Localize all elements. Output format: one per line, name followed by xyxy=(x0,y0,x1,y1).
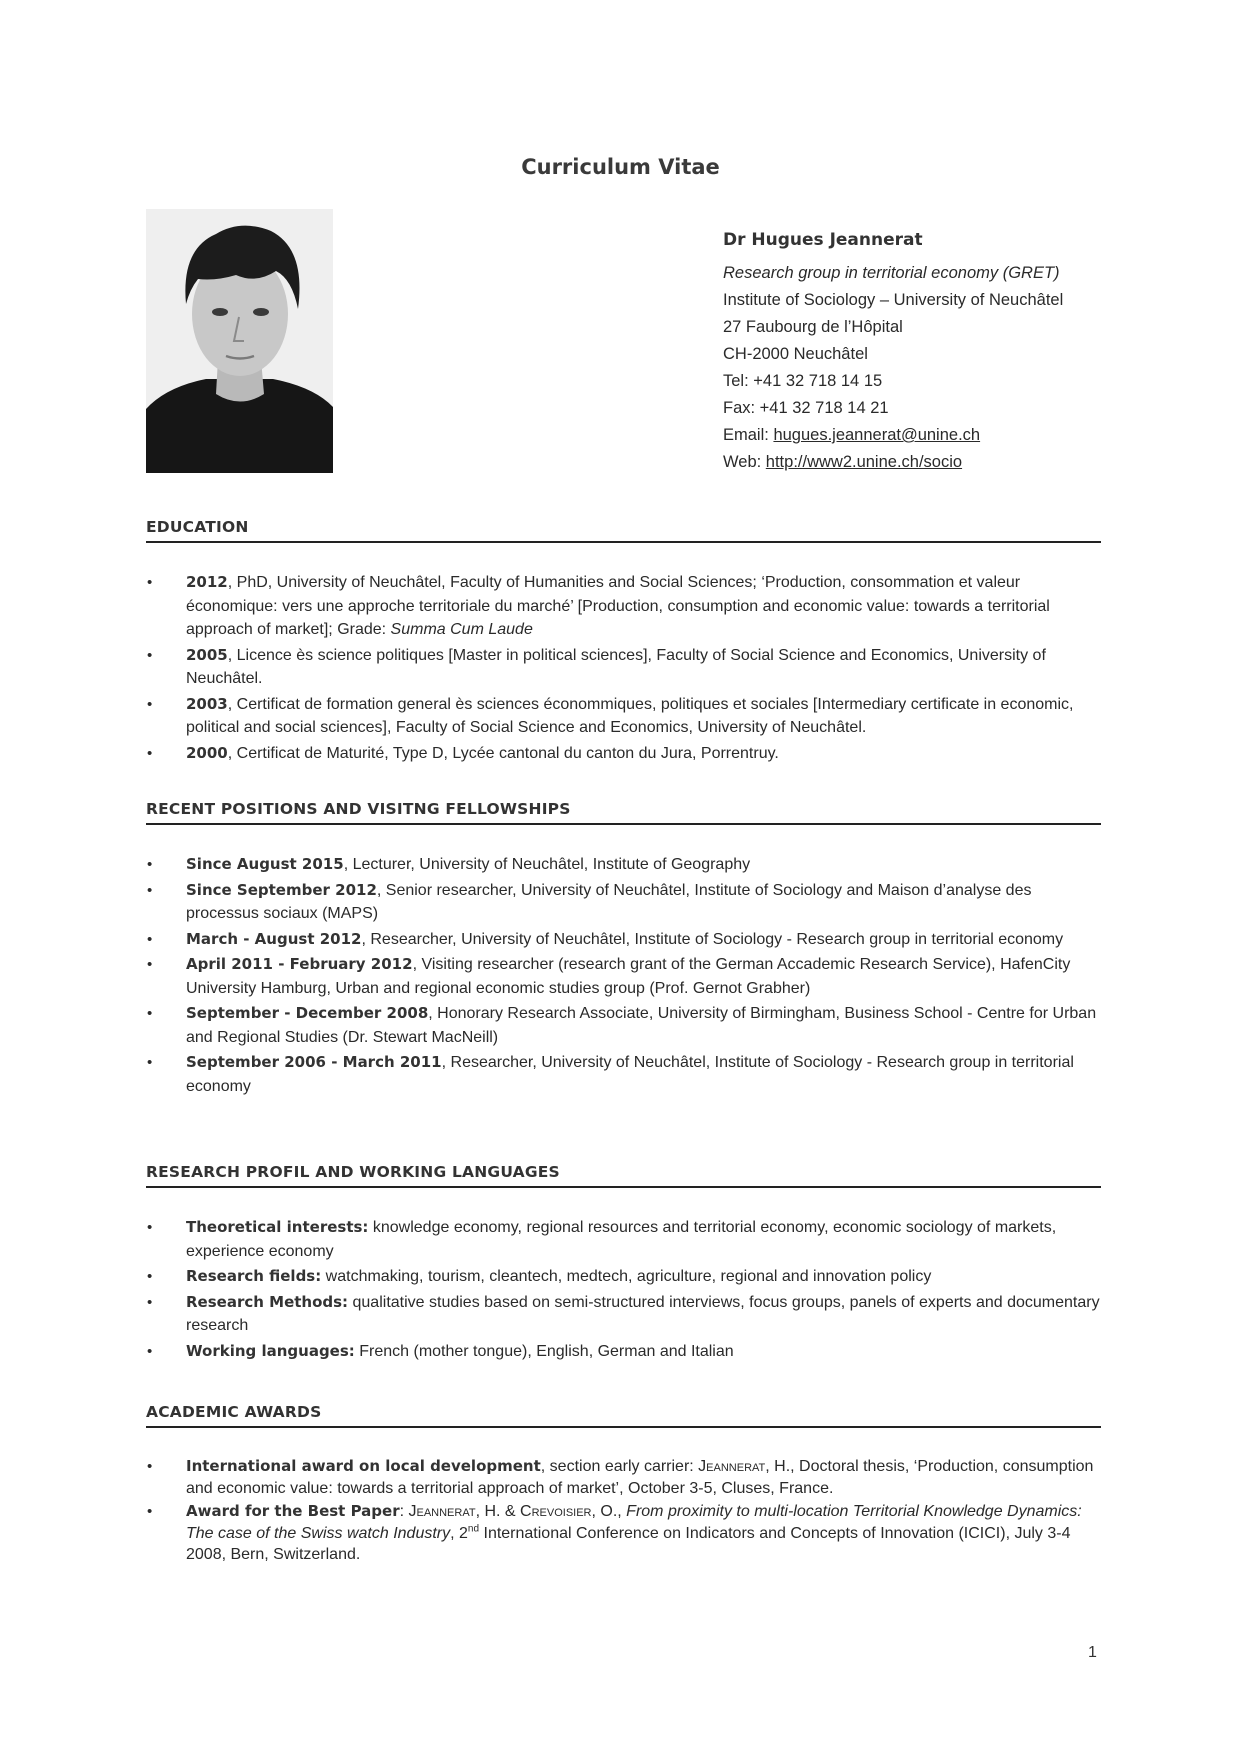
bullet: • xyxy=(147,881,153,899)
item-text: , H., Doctoral thesis, ‘Production, consumption and economic value: towards a territorial approach of market’, October 3-5, Cluses, France. xyxy=(186,1458,1094,1497)
education-list xyxy=(146,571,1101,765)
item-text: watchmaking, tourism, cleantech, medtech, agriculture, regional and innovation policy xyxy=(321,1268,932,1285)
bullet: • xyxy=(147,1342,153,1360)
list-item xyxy=(146,1340,1101,1364)
item-text: qualitative studies based on semi-structured interviews, focus groups, panels of experts and documentary research xyxy=(186,1293,1100,1334)
email-label: Email: xyxy=(723,426,774,444)
bullet: • xyxy=(147,574,153,591)
item-text: , Certificat de formation general ès sciences économmiques, politiques et sociales [Intermediary certificate in economic, political and social sciences], Faculty of Social Science and Economics, University of Neuchâtel. xyxy=(186,695,1074,736)
research-section xyxy=(146,1162,1101,1365)
list-item xyxy=(146,1265,1101,1289)
bullet: • xyxy=(147,930,153,948)
item-text: , Visiting researcher (research grant of the German Accademic Research Service), HafenCity University Hamburg, Urban and regional economic studies group (Prof. Gernot Grabher) xyxy=(186,956,1071,997)
bullet: • xyxy=(147,744,153,762)
document-title: Curriculum Vitae xyxy=(521,155,720,179)
item-text: knowledge economy, regional resources and territorial economy, economic sociology of markets, experience economy xyxy=(186,1219,1057,1260)
list-item xyxy=(146,742,1101,766)
email-link[interactable]: hugues.jeannerat@unine.ch xyxy=(773,426,981,444)
research-group: Research group in territorial economy (GRET) xyxy=(723,264,1060,282)
section-heading: ACADEMIC AWARDS xyxy=(146,1402,1101,1428)
item-year: 2003 xyxy=(186,694,228,713)
page-number: 1 xyxy=(1088,1644,1097,1661)
bullet: • xyxy=(147,1005,153,1022)
item-text: , PhD, University of Neuchâtel, Faculty of Humanities and Social Sciences; ‘Production, consommation et valeur économique: vers une approche territoriale du marché’ [Production, consumption and economic value: towards a territorial approach of market]; Grade: xyxy=(186,574,1050,638)
list-item xyxy=(146,879,1101,926)
web-label: Web: xyxy=(723,453,766,471)
person-name: Dr Hugues Jeannerat xyxy=(723,230,923,250)
section-heading: RECENT POSITIONS AND VISITNG FELLOWSHIPS xyxy=(146,799,1101,825)
item-period: April 2011 - February 2012 xyxy=(186,955,413,973)
awards-section xyxy=(146,1402,1101,1568)
item-text: , Researcher, University of Neuchâtel, Institute of Sociology - Research group in territorial economy xyxy=(361,930,1064,948)
item-period: March - August 2012 xyxy=(186,929,362,948)
item-text: , H. & xyxy=(475,1503,521,1520)
award-title: International award on local development xyxy=(186,1457,541,1475)
positions-section xyxy=(146,799,1101,1100)
item-label: Research fields: xyxy=(186,1267,322,1285)
list-item xyxy=(146,1216,1101,1263)
bullet: • xyxy=(147,1293,153,1311)
institute: Institute of Sociology – University of Neuchâtel xyxy=(723,291,1064,309)
list-item xyxy=(146,1456,1101,1499)
fax: Fax: +41 32 718 14 21 xyxy=(723,399,889,417)
city-address: CH-2000 Neuchâtel xyxy=(723,345,868,363)
item-text: , Senior researcher, University of Neuchâtel, Institute of Sociology and Maison d’analyse des processus sociaux (MAPS) xyxy=(186,881,1032,922)
list-item xyxy=(146,644,1101,691)
item-text: , Researcher, University of Neuchâtel, Institute of Sociology - Research group in territorial economy xyxy=(186,1054,1074,1095)
item-label: Research Methods: xyxy=(186,1292,349,1311)
research-list xyxy=(146,1216,1101,1363)
section-heading: EDUCATION xyxy=(146,517,1101,543)
item-year: 2012 xyxy=(186,573,228,591)
list-item xyxy=(146,853,1101,877)
item-period: September - December 2008 xyxy=(186,1004,429,1022)
item-text: French (mother tongue), English, German and Italian xyxy=(354,1342,734,1360)
bullet: • xyxy=(147,956,153,973)
street-address: 27 Faubourg de l’Hôpital xyxy=(723,318,903,336)
item-text: , Certificat de Maturité, Type D, Lycée cantonal du canton du Jura, Porrentruy. xyxy=(227,744,779,762)
item-text: International Conference on Indicators and Concepts of Innovation (ICICI), July 3-4 2008, Bern, Switzerland. xyxy=(186,1524,1071,1563)
list-item xyxy=(146,1291,1101,1338)
bullet: • xyxy=(147,1458,153,1475)
list-item xyxy=(146,571,1101,642)
item-text: , section early carrier: xyxy=(540,1458,699,1475)
bullet: • xyxy=(147,1503,153,1520)
item-year: 2005 xyxy=(186,645,228,664)
author-name: Jeannerat xyxy=(698,1458,766,1475)
email-line xyxy=(723,422,1193,449)
item-text: , Licence ès science politiques [Master in political sciences], Faculty of Social Science and Economics, University of Neuchâtel. xyxy=(186,646,1046,687)
author-name: Jeannerat xyxy=(408,1503,476,1520)
awards-list xyxy=(146,1456,1101,1566)
item-text: , O., xyxy=(591,1503,627,1520)
profile-photo xyxy=(146,209,333,473)
item-period: September 2006 - March 2011 xyxy=(186,1053,442,1071)
list-item xyxy=(146,1051,1101,1098)
list-item xyxy=(146,928,1101,952)
item-text: , 2 xyxy=(450,1524,468,1542)
list-item xyxy=(146,1501,1101,1566)
item-period: Since September 2012 xyxy=(186,880,377,899)
bullet: • xyxy=(147,1219,153,1236)
web-link[interactable]: http://www2.unine.ch/socio xyxy=(765,453,963,471)
bullet: • xyxy=(147,1054,153,1071)
list-item xyxy=(146,953,1101,1000)
item-label: Theoretical interests: xyxy=(186,1218,369,1236)
telephone: Tel: +41 32 718 14 15 xyxy=(723,372,883,390)
author-name: Crevoisier xyxy=(520,1503,592,1520)
item-grade: Summa Cum Laude xyxy=(390,621,533,638)
education-section xyxy=(146,517,1101,767)
item-text: , Lecturer, University of Neuchâtel, Institute of Geography xyxy=(343,856,751,873)
item-label: Working languages: xyxy=(186,1341,355,1360)
bullet: • xyxy=(147,1268,153,1285)
bullet: • xyxy=(147,695,153,713)
list-item xyxy=(146,693,1101,740)
positions-list xyxy=(146,853,1101,1098)
item-text: , Honorary Research Associate, University of Birmingham, Business School - Centre for Urban and Regional Studies (Dr. Stewart MacNeill) xyxy=(186,1005,1097,1046)
contact-block xyxy=(723,226,1193,476)
paper-title: From proximity to multi-location Territorial Knowledge Dynamics: The case of the Swiss watch Industry xyxy=(186,1503,1082,1542)
bullet: • xyxy=(147,646,153,664)
bullet: • xyxy=(147,856,153,873)
award-title: Award for the Best Paper xyxy=(186,1502,400,1520)
list-item xyxy=(146,1002,1101,1049)
section-heading: RESEARCH PROFIL AND WORKING LANGUAGES xyxy=(146,1162,1101,1188)
portrait-image xyxy=(146,209,333,473)
item-period: Since August 2015 xyxy=(186,855,344,873)
web-line xyxy=(723,449,1193,476)
item-year: 2000 xyxy=(186,743,228,762)
ordinal-suffix: nd xyxy=(467,1523,480,1535)
item-text: : xyxy=(399,1503,409,1520)
